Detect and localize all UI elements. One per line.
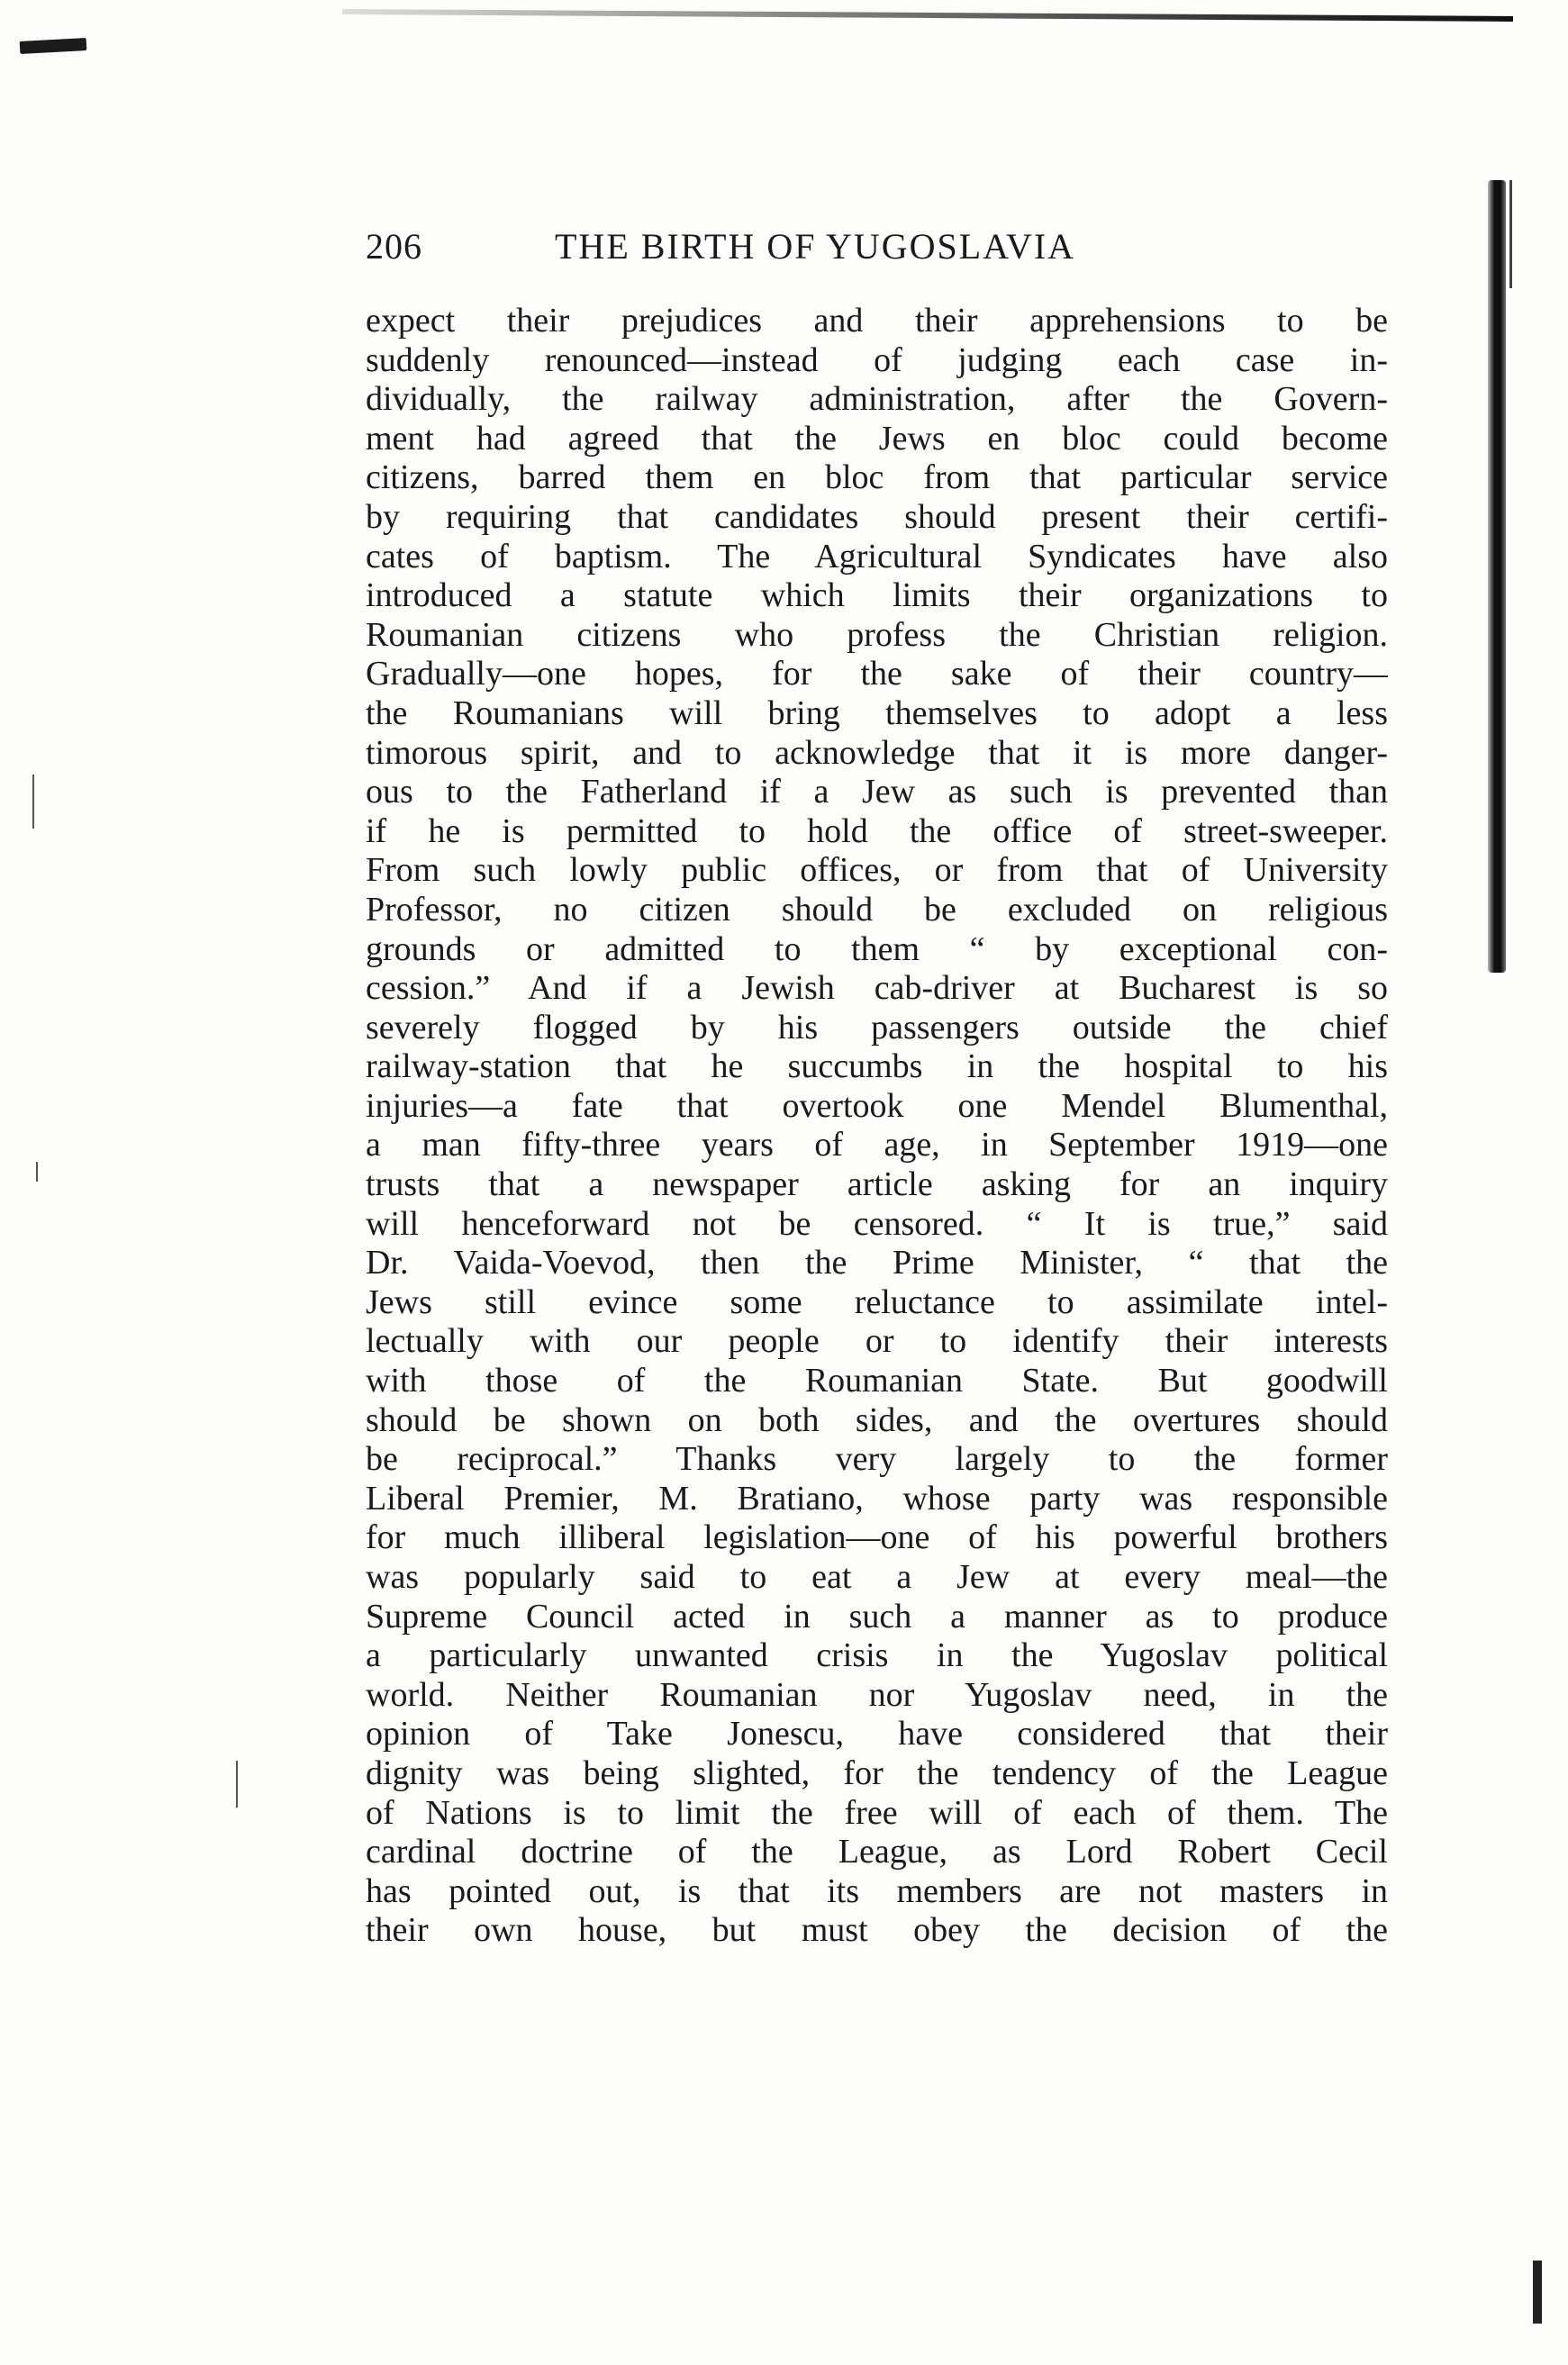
text-line: cates of baptism. The Agricultural Syndicates have also: [366, 537, 1388, 575]
text-line: for much illiberal legislation—one of his powerful brothers: [366, 1518, 1388, 1557]
scan-right-edge-shadow: [1488, 180, 1506, 973]
text-line: grounds or admitted to them “ by exceptional con-: [366, 929, 1388, 968]
scan-left-tick: [236, 1761, 238, 1808]
text-line: world. Neither Roumanian nor Yugoslav need, in the: [366, 1675, 1388, 1714]
text-line: Roumanian citizens who profess the Christian religion.: [366, 615, 1388, 654]
text-line: Jews still evince some reluctance to assimilate intel-: [366, 1282, 1388, 1321]
text-line: Dr. Vaida-Voevod, then the Prime Minister, “ that the: [366, 1244, 1388, 1282]
scan-top-edge-shadow: [342, 9, 1513, 22]
text-line: with those of the Roumanian State. But goodwill: [366, 1362, 1388, 1400]
text-line: the Roumanians will bring themselves to adopt a less: [366, 693, 1388, 732]
text-line: injuries—a fate that overtook one Mendel Blumenthal,: [366, 1086, 1388, 1125]
text-line: ment had agreed that the Jews en bloc could become: [366, 419, 1388, 458]
text-line: of Nations is to limit the free will of each of them. The: [366, 1793, 1388, 1832]
text-line: if he is permitted to hold the office of street-sweeper.: [366, 811, 1388, 850]
text-line: should be shown on both sides, and the overtures should: [366, 1400, 1388, 1439]
text-line: expect their prejudices and their apprehensions to be: [366, 302, 1388, 340]
scan-bottom-mark: [1533, 2261, 1542, 2324]
text-line: their own house, but must obey the decision of the: [366, 1911, 1388, 1950]
text-line: Gradually—one hopes, for the sake of their country—: [366, 655, 1388, 693]
text-line: ous to the Fatherland if a Jew as such is prevented than: [366, 773, 1388, 811]
text-line: lectually with our people or to identify their interests: [366, 1322, 1388, 1361]
text-line: timorous spirit, and to acknowledge that it is more danger-: [366, 733, 1388, 772]
page-number: 206: [366, 226, 422, 267]
text-line: Supreme Council acted in such a manner as to produce: [366, 1597, 1388, 1636]
text-line: cardinal doctrine of the League, as Lord Robert Cecil: [366, 1833, 1388, 1871]
text-line: railway-station that he succumbs in the hospital to his: [366, 1047, 1388, 1086]
text-line: was popularly said to eat a Jew at every meal—the: [366, 1558, 1388, 1596]
text-line: dignity was being slighted, for the tendency of the League: [366, 1753, 1388, 1792]
text-line: will henceforward not be censored. “ It is true,” said: [366, 1204, 1388, 1243]
text-line: a man fifty-three years of age, in September 1919—one: [366, 1126, 1388, 1164]
scan-left-tick: [36, 1162, 38, 1182]
text-line: citizens, barred them en bloc from that particular service: [366, 458, 1388, 497]
text-line: by requiring that candidates should present their certifi-: [366, 497, 1388, 536]
text-line: Professor, no citizen should be excluded on religious: [366, 890, 1388, 929]
text-line: has pointed out, is that its members are not masters in: [366, 1871, 1388, 1910]
text-line: introduced a statute which limits their organizations to: [366, 576, 1388, 615]
text-line: suddenly renounced—instead of judging each case in-: [366, 340, 1388, 379]
text-line: severely flogged by his passengers outside the chief: [366, 1008, 1388, 1047]
text-line: opinion of Take Jonescu, have considered that their: [366, 1715, 1388, 1753]
text-line: a particularly unwanted crisis in the Yugoslav political: [366, 1636, 1388, 1675]
text-line: Liberal Premier, M. Bratiano, whose party was responsible: [366, 1479, 1388, 1518]
scan-right-edge-line: [1509, 180, 1512, 288]
text-line: be reciprocal.” Thanks very largely to the former: [366, 1440, 1388, 1479]
page-header: [366, 225, 1392, 279]
text-line: trusts that a newspaper article asking for an inquiry: [366, 1165, 1388, 1204]
text-line: cession.” And if a Jewish cab-driver at Bucharest is so: [366, 969, 1388, 1008]
scan-corner-mark: [20, 38, 87, 54]
text-line: dividually, the railway administration, after the Govern-: [366, 380, 1388, 419]
text-line: From such lowly public offices, or from that of University: [366, 851, 1388, 890]
scan-left-tick: [32, 775, 34, 829]
running-title: THE BIRTH OF YUGOSLAVIA: [555, 226, 1076, 267]
body-text: [366, 302, 1388, 1951]
